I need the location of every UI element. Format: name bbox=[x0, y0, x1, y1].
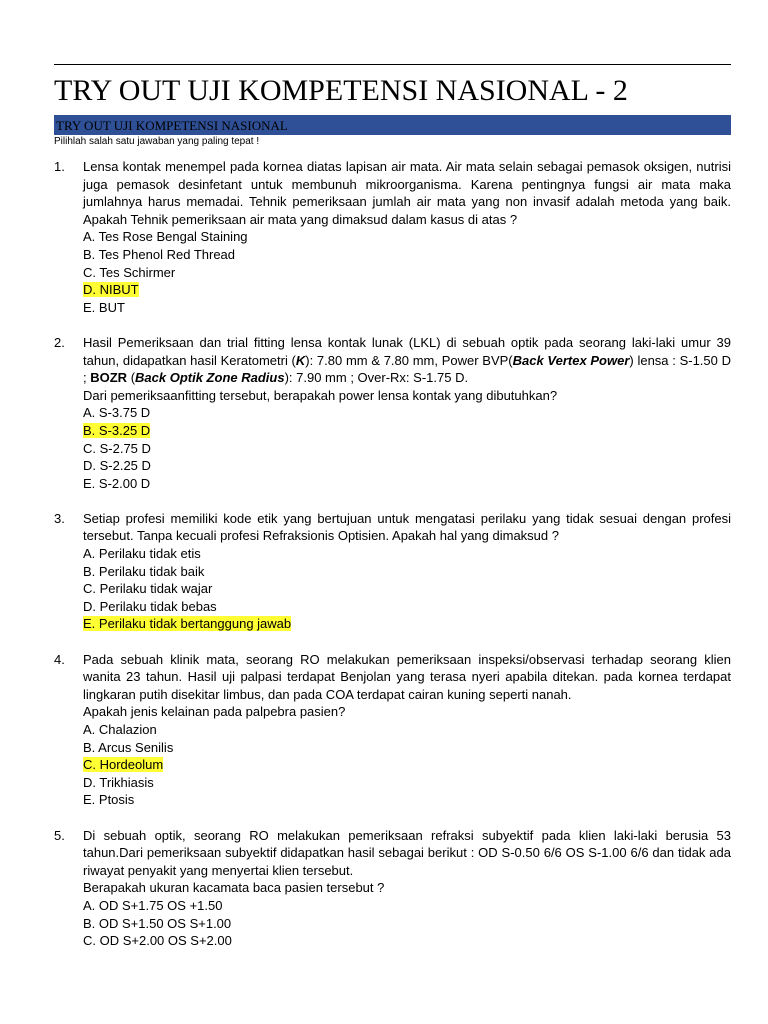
option-label: C. OD S+2.00 OS S+2.00 bbox=[83, 933, 232, 949]
option-label: C. Perilaku tidak wajar bbox=[83, 581, 213, 597]
option-label: E. Ptosis bbox=[83, 792, 135, 808]
question-text bbox=[83, 827, 731, 880]
question-5 bbox=[54, 827, 731, 950]
question-text-part: Dari pemeriksaanfitting tersebut, berapakah power lensa kontak yang dibutuhkan? bbox=[83, 387, 558, 403]
option-label: B. Tes Phenol Red Thread bbox=[83, 246, 236, 262]
option-label: A. OD S+1.75 OS +1.50 bbox=[83, 897, 223, 913]
question-text-part: Di sebuah optik, seorang RO melakukan pemeriksaan refraksi subyektif pada klien laki-laki berusia 53 tahun.Dari pemeriksaan subyektif didapatkan hasil sebagai berikut : OD S-0.50 6/6 OS S-1.00 6/6 dan tidak ada riwayat penyakit yang menyertai klien tersebut. bbox=[83, 827, 731, 878]
option-b[interactable] bbox=[83, 246, 731, 264]
question-text bbox=[83, 334, 731, 387]
question-text-part: Setiap profesi memiliki kode etik yang bertujuan untuk mengatasi perilaku yang tidak sesuai dengan profesi tersebut. Tanpa kecuali profesi Refraksionis Optisien. Apakah hal yang dimaksud ? bbox=[83, 510, 731, 544]
question-text-part: ): 7.90 mm ; Over-Rx: S-1.75 D. bbox=[284, 370, 469, 386]
question-text bbox=[83, 510, 731, 545]
question-text bbox=[83, 158, 731, 228]
option-label: A. Perilaku tidak etis bbox=[83, 546, 201, 562]
question-number: 1. bbox=[54, 159, 65, 174]
question-text-emphasis: Back Optik Zone Radius bbox=[135, 370, 285, 386]
option-a[interactable] bbox=[83, 228, 731, 246]
question-text-part: Berapakah ukuran kacamata baca pasien tersebut ? bbox=[83, 880, 385, 896]
section-banner-text: TRY OUT UJI KOMPETENSI NASIONAL bbox=[56, 118, 288, 133]
question-1 bbox=[54, 158, 731, 316]
option-label: C. Tes Schirmer bbox=[83, 264, 176, 280]
question-text-emphasis: BOZR bbox=[90, 370, 128, 386]
option-e[interactable] bbox=[83, 299, 731, 317]
option-a[interactable] bbox=[83, 404, 731, 422]
option-label: E. Perilaku tidak bertanggung jawab bbox=[83, 616, 292, 632]
question-text bbox=[83, 651, 731, 704]
instruction-text: Pilihlah salah satu jawaban yang paling tepat ! bbox=[54, 136, 260, 147]
option-d[interactable] bbox=[83, 598, 731, 616]
question-list bbox=[54, 158, 731, 967]
question-3 bbox=[54, 510, 731, 633]
question-prompt bbox=[83, 703, 731, 721]
option-d[interactable] bbox=[83, 457, 731, 475]
question-number: 3. bbox=[54, 510, 65, 526]
question-4 bbox=[54, 651, 731, 809]
option-label: A. Tes Rose Bengal Staining bbox=[83, 229, 248, 245]
option-a[interactable] bbox=[83, 897, 731, 915]
option-c[interactable] bbox=[83, 756, 731, 774]
option-e[interactable] bbox=[83, 615, 731, 633]
option-label: D. NIBUT bbox=[83, 282, 139, 298]
question-text-part: Apakah jenis kelainan pada palpebra pasien? bbox=[83, 704, 346, 720]
option-label: B. Perilaku tidak baik bbox=[83, 563, 205, 579]
option-d[interactable] bbox=[83, 774, 731, 792]
option-label: D. S-2.25 D bbox=[83, 458, 151, 474]
question-text-emphasis: K bbox=[295, 352, 306, 368]
option-e[interactable] bbox=[83, 475, 731, 493]
option-b[interactable] bbox=[83, 915, 731, 933]
option-label: B. OD S+1.50 OS S+1.00 bbox=[83, 915, 232, 931]
option-label: C. Hordeolum bbox=[83, 757, 164, 773]
option-d[interactable] bbox=[83, 281, 731, 299]
question-number: 5. bbox=[54, 827, 65, 843]
option-c[interactable] bbox=[83, 440, 731, 458]
option-e[interactable] bbox=[83, 791, 731, 809]
option-label: E. S-2.00 D bbox=[83, 475, 151, 491]
question-text-part: Hasil Pemeriksaan dan trial fitting lensa kontak lunak (LKL) di sebuah optik pada seorang laki-laki umur 39 tahun, didapatkan hasil Keratometri ( bbox=[83, 334, 731, 368]
option-label: C. S-2.75 D bbox=[83, 440, 151, 456]
option-c[interactable] bbox=[83, 264, 731, 282]
option-label: A. Chalazion bbox=[83, 722, 157, 737]
question-prompt bbox=[83, 879, 731, 897]
option-b[interactable] bbox=[83, 422, 731, 440]
question-text-part: ): 7.80 mm & 7.80 mm, Power BVP( bbox=[305, 352, 513, 368]
question-text-emphasis: Back Vertex Power bbox=[512, 352, 630, 368]
option-b[interactable] bbox=[83, 563, 731, 581]
option-c[interactable] bbox=[83, 932, 731, 950]
document-title: TRY OUT UJI KOMPETENSI NASIONAL - 2 bbox=[54, 74, 628, 107]
question-text-part: ( bbox=[127, 370, 136, 386]
question-number: 4. bbox=[54, 651, 65, 667]
option-a[interactable] bbox=[83, 545, 731, 563]
option-label: B. S-3.25 D bbox=[83, 422, 151, 438]
question-text-part: Lensa kontak menempel pada kornea diatas lapisan air mata. Air mata selain sebagai pemasok oksigen, nutrisi juga pemasok desinfetant untuk membunuh mikroorganisma. Karena pentingnya fungsi air mata maka jumlahnya harus memadai. Tehnik pemeriksaan jumlah air mata yang non invasif adalah metoda yang baik. Apakah Tehnik pemeriksaan air mata yang dimaksud dalam kasus di atas ? bbox=[83, 159, 731, 227]
top-rule bbox=[54, 64, 731, 65]
question-text-part: Pada sebuah klinik mata, seorang RO melakukan pemeriksaan inspeksi/observasi terhadap seorang klien wanita 23 tahun. Hasil uji palpasi terdapat Benjolan yang terasa nyeri apabila ditekan. pada kornea terdapat lingkaran putih disekitar limbus, dan pada COA terdapat cairan kuning seperti nanah. bbox=[83, 651, 731, 702]
option-label: A. S-3.75 D bbox=[83, 405, 151, 421]
question-number: 2. bbox=[54, 334, 65, 350]
question-prompt bbox=[83, 387, 731, 405]
option-label: D. Trikhiasis bbox=[83, 774, 154, 790]
option-c[interactable] bbox=[83, 580, 731, 598]
question-text-part: ) lensa : S-1.50 D ; bbox=[83, 352, 731, 386]
option-label: D. Perilaku tidak bebas bbox=[83, 598, 217, 614]
option-b[interactable] bbox=[83, 739, 731, 757]
option-a[interactable] bbox=[83, 721, 731, 739]
option-label: E. BUT bbox=[83, 299, 125, 315]
option-label: B. Arcus Senilis bbox=[83, 739, 174, 755]
question-2 bbox=[54, 334, 731, 492]
section-banner bbox=[54, 115, 731, 135]
